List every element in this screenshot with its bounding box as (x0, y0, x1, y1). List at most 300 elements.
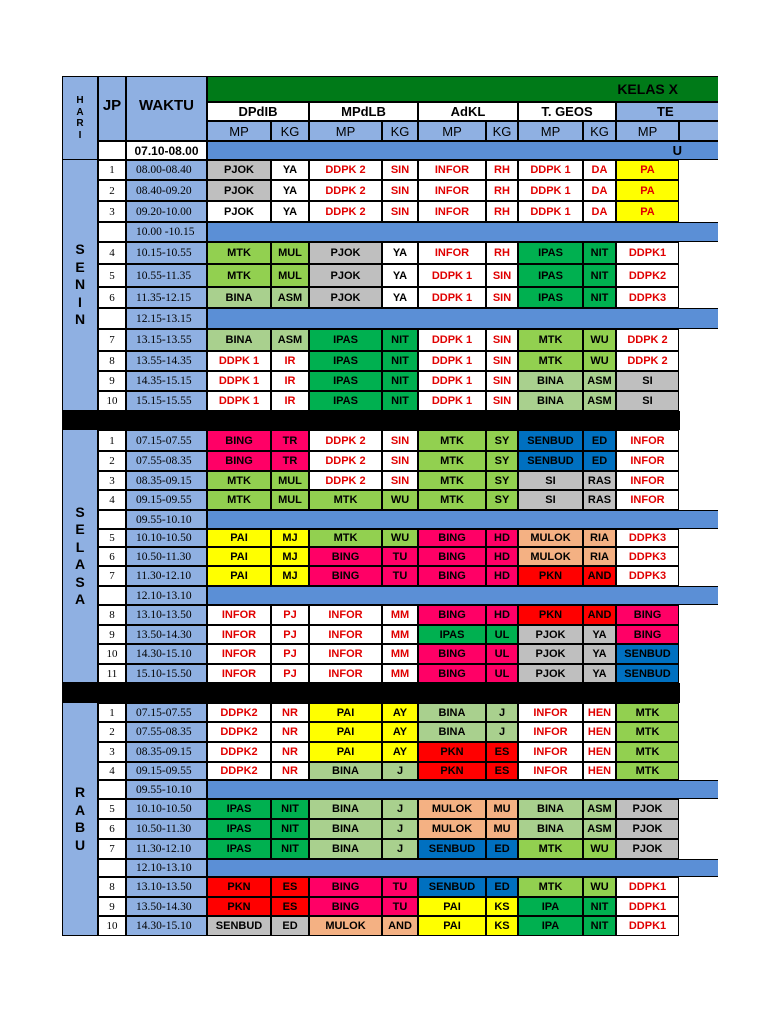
teacher-cell: MUL (271, 264, 309, 287)
sub-header-2: MP (309, 121, 382, 141)
subject-cell: PJOK (309, 242, 382, 264)
lesson-time: 07.15-07.55 (126, 703, 207, 722)
break-time: 12.10-13.10 (126, 586, 207, 605)
day-letter: N (74, 311, 86, 328)
sub-header-7: KG (583, 121, 616, 141)
day-label-selasa (62, 430, 98, 683)
teacher-cell: HEN (583, 762, 616, 780)
lesson-time: 11.30-12.10 (126, 566, 207, 586)
teacher-cell: NIT (583, 287, 616, 308)
teacher-cell: WU (583, 877, 616, 897)
break-band (207, 222, 718, 242)
sub-header-3: KG (382, 121, 418, 141)
teacher-cell: ED (486, 839, 518, 859)
sub-header-8: MP (616, 121, 679, 141)
subject-cell: MULOK (418, 819, 486, 839)
subject-cell: PJOK (207, 160, 271, 180)
teacher-cell: NIT (382, 329, 418, 351)
break-band (207, 308, 718, 329)
subject-cell: INFOR (418, 201, 486, 222)
subject-cell: PJOK (309, 264, 382, 287)
subject-cell: BING (309, 877, 382, 897)
teacher-cell: ASM (583, 371, 616, 391)
subject-cell: IPAS (207, 799, 271, 819)
teacher-cell: NIT (583, 916, 616, 936)
teacher-cell: KS (486, 897, 518, 916)
subject-cell: PJOK (518, 625, 583, 644)
teacher-cell: HD (486, 566, 518, 586)
teacher-cell: PJ (271, 605, 309, 625)
teacher-cell: PJ (271, 644, 309, 664)
sub-header-5: KG (486, 121, 518, 141)
lesson-time: 07.55-08.35 (126, 451, 207, 471)
subject-cell: DDPK2 (207, 703, 271, 722)
day-letter: U (74, 836, 86, 853)
teacher-cell: ASM (271, 329, 309, 351)
lesson-jp: 4 (98, 762, 126, 780)
subject-cell: MTK (418, 490, 486, 510)
subject-cell: MTK (518, 351, 583, 371)
teacher-cell: AY (382, 703, 418, 722)
teacher-cell: IR (271, 351, 309, 371)
day-letter: L (75, 538, 85, 555)
lesson-jp: 8 (98, 877, 126, 897)
teacher-cell: TU (382, 566, 418, 586)
teacher-cell: NR (271, 762, 309, 780)
day-letter: I (78, 293, 82, 310)
sub-header-1: KG (271, 121, 309, 141)
subject-cell: BING (418, 664, 486, 683)
sub-header-4: MP (418, 121, 486, 141)
subject-cell: DDPK1 (616, 897, 679, 916)
lesson-jp: 7 (98, 329, 126, 351)
lesson-time: 08.00-08.40 (126, 160, 207, 180)
hari-letter: H (76, 95, 84, 106)
subject-cell: INFOR (418, 160, 486, 180)
subject-cell: SENBUD (418, 839, 486, 859)
break-band (207, 510, 718, 529)
teacher-cell: AY (382, 722, 418, 742)
subject-cell: DDPK 1 (518, 160, 583, 180)
subject-cell: PJOK (207, 180, 271, 201)
lesson-jp: 7 (98, 839, 126, 859)
break-jp (98, 586, 126, 605)
teacher-cell: UL (486, 644, 518, 664)
teacher-cell: RH (486, 242, 518, 264)
subject-cell: DDPK 1 (207, 371, 271, 391)
teacher-cell: MUL (271, 471, 309, 490)
teacher-cell: NIT (271, 819, 309, 839)
subject-cell: INFOR (518, 722, 583, 742)
subject-cell: PKN (518, 566, 583, 586)
lesson-time: 13.50-14.30 (126, 625, 207, 644)
teacher-cell: SY (486, 430, 518, 451)
subject-cell: DDPK2 (207, 742, 271, 762)
teacher-cell: SIN (382, 430, 418, 451)
lesson-time: 13.50-14.30 (126, 897, 207, 916)
teacher-cell: DA (583, 160, 616, 180)
subject-cell: DDPK 1 (207, 351, 271, 371)
lesson-jp: 3 (98, 201, 126, 222)
teacher-cell: HEN (583, 742, 616, 762)
lesson-time: 11.35-12.15 (126, 287, 207, 308)
lesson-jp: 6 (98, 547, 126, 566)
subject-cell: INFOR (418, 180, 486, 201)
teacher-cell: YA (271, 180, 309, 201)
day-separator-1 (62, 683, 680, 703)
subject-cell: BINA (207, 287, 271, 308)
lesson-time: 10.10-10.50 (126, 529, 207, 547)
teacher-cell: MJ (271, 547, 309, 566)
subject-cell: MULOK (518, 547, 583, 566)
subject-cell: IPAS (207, 819, 271, 839)
lesson-time: 10.10-10.50 (126, 799, 207, 819)
lesson-jp: 6 (98, 819, 126, 839)
teacher-cell: IR (271, 391, 309, 411)
teacher-cell: NIT (271, 799, 309, 819)
subject-cell: BINA (418, 703, 486, 722)
lesson-jp: 3 (98, 471, 126, 490)
day-letter: E (75, 258, 85, 275)
teacher-cell: WU (382, 529, 418, 547)
teacher-cell: WU (583, 839, 616, 859)
lesson-time: 10.50-11.30 (126, 547, 207, 566)
teacher-cell: SIN (382, 160, 418, 180)
day-letter: E (75, 521, 85, 537)
lesson-jp: 9 (98, 371, 126, 391)
lesson-jp: 5 (98, 799, 126, 819)
teacher-cell: RIA (583, 529, 616, 547)
teacher-cell: NIT (271, 839, 309, 859)
subject-cell: PAI (207, 547, 271, 566)
subject-cell: DDPK 1 (418, 371, 486, 391)
day-letter: S (75, 503, 85, 520)
subject-cell: DDPK 2 (616, 329, 679, 351)
teacher-cell: ES (271, 877, 309, 897)
subject-cell: BINA (309, 819, 382, 839)
teacher-cell: YA (271, 201, 309, 222)
subject-cell: PA (616, 180, 679, 201)
teacher-cell: NIT (382, 371, 418, 391)
subject-cell: MTK (207, 264, 271, 287)
teacher-cell: SY (486, 471, 518, 490)
subject-cell: SI (518, 490, 583, 510)
teacher-cell: YA (583, 625, 616, 644)
lesson-jp: 11 (98, 664, 126, 683)
teacher-cell: J (486, 703, 518, 722)
subject-cell: BINA (309, 799, 382, 819)
subject-cell: DDPK2 (616, 264, 679, 287)
subject-cell: DDPK 1 (518, 180, 583, 201)
lesson-jp: 10 (98, 916, 126, 936)
lesson-time: 08.40-09.20 (126, 180, 207, 201)
teacher-cell: YA (382, 242, 418, 264)
subject-cell: PJOK (518, 664, 583, 683)
subject-cell: MTK (616, 762, 679, 780)
subject-cell: INFOR (518, 762, 583, 780)
teacher-cell: AND (583, 566, 616, 586)
break-time: 10.00 -10.15 (126, 222, 207, 242)
lesson-time: 13.10-13.50 (126, 605, 207, 625)
subject-cell: PAI (418, 916, 486, 936)
subject-cell: INFOR (518, 703, 583, 722)
subject-cell: PA (616, 201, 679, 222)
jp-header: JP (98, 76, 126, 141)
subject-cell: MTK (518, 877, 583, 897)
lesson-time: 11.30-12.10 (126, 839, 207, 859)
lesson-time: 09.15-09.55 (126, 762, 207, 780)
teacher-cell: SIN (486, 391, 518, 411)
subject-cell: PKN (207, 897, 271, 916)
subject-cell: DDPK 1 (207, 391, 271, 411)
lesson-time: 14.30-15.10 (126, 644, 207, 664)
teacher-cell: MM (382, 625, 418, 644)
sub-header-0: MP (207, 121, 271, 141)
teacher-cell: YA (382, 264, 418, 287)
subject-cell: MTK (309, 490, 382, 510)
subject-cell: BINA (309, 762, 382, 780)
subject-cell: DDPK 2 (309, 471, 382, 490)
teacher-cell: MUL (271, 242, 309, 264)
teacher-cell: ES (271, 897, 309, 916)
subject-cell: SI (518, 471, 583, 490)
lesson-jp: 4 (98, 242, 126, 264)
subject-cell: MTK (207, 490, 271, 510)
subject-cell: PJOK (616, 839, 679, 859)
break-jp (98, 510, 126, 529)
subject-cell: BING (418, 529, 486, 547)
subject-cell: DDPK 1 (518, 201, 583, 222)
teacher-cell: PJ (271, 664, 309, 683)
subject-cell: DDPK 1 (418, 351, 486, 371)
subject-cell: MTK (518, 329, 583, 351)
subject-cell: INFOR (518, 742, 583, 762)
class-header-1: MPdLB (309, 102, 418, 121)
lesson-jp: 5 (98, 264, 126, 287)
teacher-cell: ASM (583, 819, 616, 839)
subject-cell: IPAS (518, 242, 583, 264)
subject-cell: BING (418, 605, 486, 625)
subject-cell: SENBUD (207, 916, 271, 936)
upacara-band: U (207, 141, 718, 160)
teacher-cell: SY (486, 451, 518, 471)
class-header-0: DPdIB (207, 102, 309, 121)
break-jp (98, 308, 126, 329)
teacher-cell: AY (382, 742, 418, 762)
subject-cell: MTK (518, 839, 583, 859)
lesson-time: 15.10-15.50 (126, 664, 207, 683)
sub-header-ext (679, 121, 718, 141)
break-band (207, 859, 718, 877)
subject-cell: DDPK 1 (418, 264, 486, 287)
teacher-cell: SIN (486, 329, 518, 351)
teacher-cell: HD (486, 605, 518, 625)
subject-cell: SENBUD (518, 451, 583, 471)
teacher-cell: ED (486, 877, 518, 897)
subject-cell: MULOK (309, 916, 382, 936)
subject-cell: SENBUD (518, 430, 583, 451)
subject-cell: DDPK 2 (309, 160, 382, 180)
subject-cell: PKN (418, 762, 486, 780)
subject-cell: DDPK 2 (309, 201, 382, 222)
subject-cell: BING (207, 430, 271, 451)
subject-cell: INFOR (616, 430, 679, 451)
teacher-cell: NR (271, 742, 309, 762)
break-band (207, 780, 718, 799)
teacher-cell: NIT (583, 264, 616, 287)
teacher-cell: ASM (271, 287, 309, 308)
subject-cell: BING (207, 451, 271, 471)
lesson-jp: 2 (98, 722, 126, 742)
day-letter: A (74, 556, 86, 572)
subject-cell: PAI (207, 529, 271, 547)
subject-cell: DDPK3 (616, 287, 679, 308)
hari-letter: R (76, 118, 84, 129)
teacher-cell: IR (271, 371, 309, 391)
subject-cell: PKN (418, 742, 486, 762)
lesson-jp: 2 (98, 451, 126, 471)
teacher-cell: J (382, 819, 418, 839)
lesson-jp: 3 (98, 742, 126, 762)
subject-cell: INFOR (309, 605, 382, 625)
teacher-cell: HEN (583, 703, 616, 722)
lesson-jp: 10 (98, 644, 126, 664)
subject-cell: PJOK (518, 644, 583, 664)
subject-cell: DDPK3 (616, 547, 679, 566)
teacher-cell: ASM (583, 799, 616, 819)
waktu-header: WAKTU (126, 76, 207, 141)
break-time: 12.10-13.10 (126, 859, 207, 877)
teacher-cell: SIN (486, 287, 518, 308)
teacher-cell: UL (486, 625, 518, 644)
subject-cell: BINA (518, 799, 583, 819)
lesson-jp: 8 (98, 351, 126, 371)
hari-letter: A (76, 106, 84, 118)
lesson-time: 13.15-13.55 (126, 329, 207, 351)
subject-cell: DDPK 1 (418, 329, 486, 351)
subject-cell: MTK (418, 471, 486, 490)
day-letter: S (75, 241, 85, 258)
teacher-cell: UL (486, 664, 518, 683)
teacher-cell: SIN (486, 371, 518, 391)
subject-cell: BING (616, 605, 679, 625)
lesson-time: 14.30-15.10 (126, 916, 207, 936)
subject-cell: MULOK (518, 529, 583, 547)
subject-cell: INFOR (207, 605, 271, 625)
break-band (207, 586, 718, 605)
subject-cell: DDPK 2 (616, 351, 679, 371)
subject-cell: INFOR (309, 625, 382, 644)
subject-cell: PKN (207, 877, 271, 897)
teacher-cell: MM (382, 644, 418, 664)
lesson-time: 09.20-10.00 (126, 201, 207, 222)
subject-cell: BING (309, 897, 382, 916)
subject-cell: PAI (309, 703, 382, 722)
teacher-cell: RAS (583, 471, 616, 490)
subject-cell: MULOK (418, 799, 486, 819)
subject-cell: INFOR (309, 664, 382, 683)
break-time: 09.55-10.10 (126, 510, 207, 529)
teacher-cell: PJ (271, 625, 309, 644)
teacher-cell: ED (583, 451, 616, 471)
subject-cell: SI (616, 371, 679, 391)
subject-cell: SI (616, 391, 679, 411)
teacher-cell: WU (583, 351, 616, 371)
lesson-time: 14.35-15.15 (126, 371, 207, 391)
class-header-2: AdKL (418, 102, 518, 121)
lesson-time: 13.10-13.50 (126, 877, 207, 897)
subject-cell: MTK (207, 242, 271, 264)
subject-cell: MTK (309, 529, 382, 547)
subject-cell: INFOR (207, 664, 271, 683)
subject-cell: INFOR (616, 451, 679, 471)
lesson-time: 09.15-09.55 (126, 490, 207, 510)
day-letter: A (74, 591, 86, 607)
teacher-cell: RH (486, 160, 518, 180)
break-jp (98, 859, 126, 877)
subject-cell: PJOK (616, 799, 679, 819)
break-jp (98, 780, 126, 799)
teacher-cell: NIT (583, 897, 616, 916)
teacher-cell: SIN (382, 471, 418, 490)
teacher-cell: SY (486, 490, 518, 510)
kelas-header: KELAS X (207, 76, 718, 102)
lesson-time: 10.55-11.35 (126, 264, 207, 287)
subject-cell: BING (616, 625, 679, 644)
subject-cell: DDPK2 (207, 762, 271, 780)
teacher-cell: TR (271, 451, 309, 471)
teacher-cell: HEN (583, 722, 616, 742)
teacher-cell: RH (486, 180, 518, 201)
subject-cell: DDPK1 (616, 242, 679, 264)
lesson-time: 13.55-14.35 (126, 351, 207, 371)
subject-cell: INFOR (616, 490, 679, 510)
subject-cell: BING (418, 566, 486, 586)
subject-cell: PJOK (207, 201, 271, 222)
subject-cell: BING (309, 547, 382, 566)
teacher-cell: WU (583, 329, 616, 351)
teacher-cell: ES (486, 762, 518, 780)
teacher-cell: SIN (486, 264, 518, 287)
lesson-time: 08.35-09.15 (126, 471, 207, 490)
subject-cell: PJOK (309, 287, 382, 308)
teacher-cell: ED (271, 916, 309, 936)
subject-cell: PAI (207, 566, 271, 586)
teacher-cell: YA (382, 287, 418, 308)
subject-cell: DDPK1 (616, 916, 679, 936)
subject-cell: BINA (207, 329, 271, 351)
teacher-cell: MM (382, 664, 418, 683)
break-time: 09.55-10.10 (126, 780, 207, 799)
subject-cell: INFOR (207, 625, 271, 644)
subject-cell: IPAS (518, 264, 583, 287)
day-letter: N (74, 276, 86, 293)
teacher-cell: TR (271, 430, 309, 451)
subject-cell: MTK (616, 722, 679, 742)
teacher-cell: TU (382, 547, 418, 566)
class-header-4: TE (616, 102, 718, 121)
subject-cell: BINA (309, 839, 382, 859)
day-label-senin (62, 160, 98, 411)
teacher-cell: RIA (583, 547, 616, 566)
subject-cell: INFOR (418, 242, 486, 264)
subject-cell: DDPK3 (616, 529, 679, 547)
subject-cell: IPA (518, 897, 583, 916)
subject-cell: MTK (207, 471, 271, 490)
lesson-time: 10.50-11.30 (126, 819, 207, 839)
subject-cell: SENBUD (616, 664, 679, 683)
teacher-cell: SIN (382, 451, 418, 471)
